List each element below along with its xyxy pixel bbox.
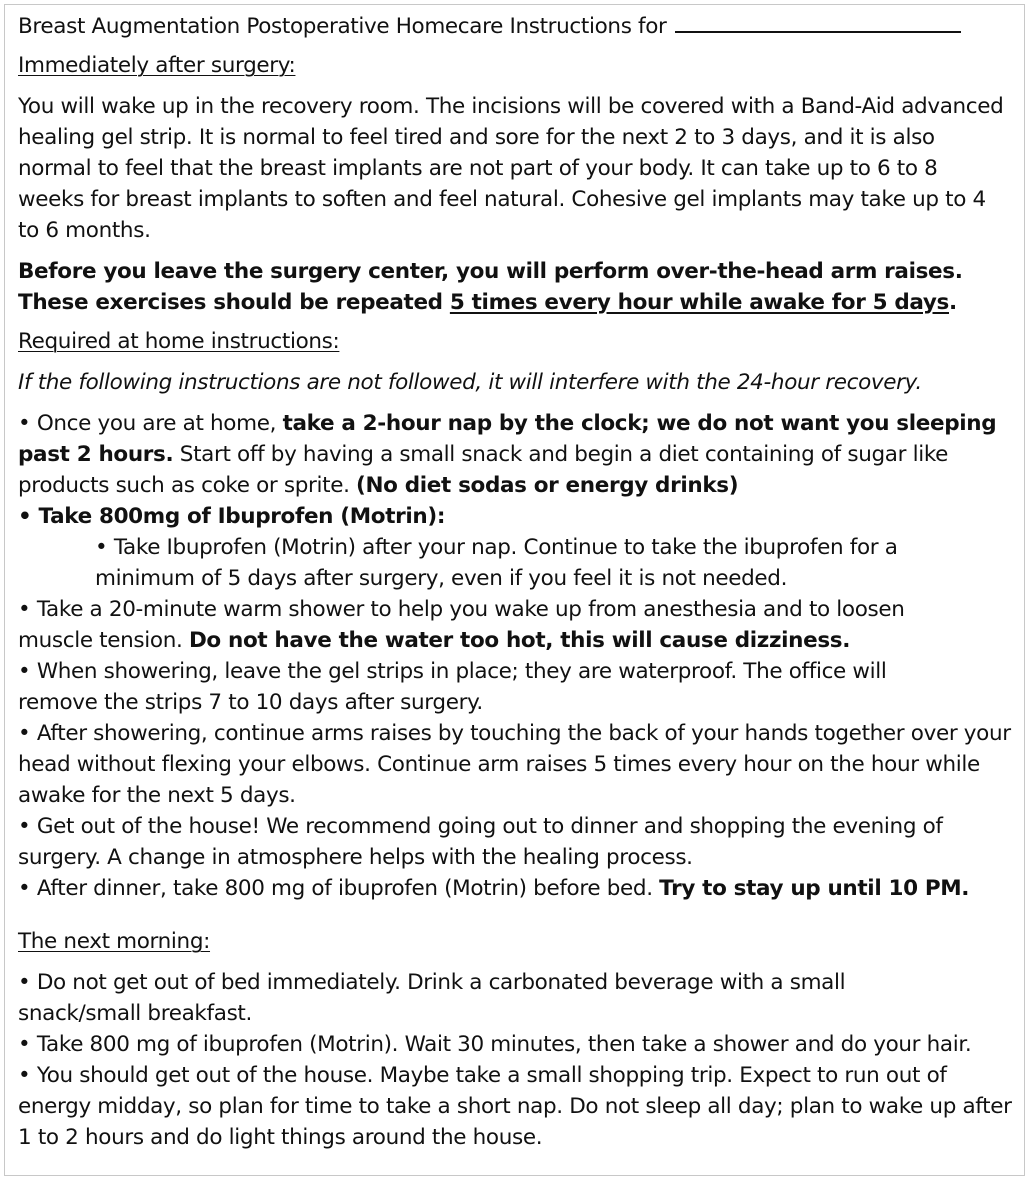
arm-raises-suffix: . <box>949 290 957 315</box>
document-page <box>4 4 1025 1176</box>
arm-raises-emphasis: 5 times every hour while awake for 5 days <box>449 290 949 315</box>
morning-item-bed: • Do not get out of bed immediately. Drink a carbonated beverage with a small snack/small breakfast. <box>18 970 846 1026</box>
name-blank-line <box>675 11 961 33</box>
home-item-nap <box>18 408 1008 501</box>
section-heading-home: Required at home instructions: <box>18 329 340 354</box>
home-item-gel-strips: • When showering, leave the gel strips in place; they are waterproof. The office will remove the strips 7 to 10 days after surgery. <box>18 659 887 715</box>
home-item-nap-snack: Start off by having a small snack and begin a diet containing of sugar like products such as coke or sprite. <box>18 442 949 498</box>
morning-item-shopping: • You should get out of the house. Maybe take a small shopping trip. Expect to run out of energy midday, so plan for time to take a short nap. Do not sleep all day; plan to wake up after 1 to 2 hours and do light things around the house. <box>18 1063 1012 1150</box>
home-item-ibuprofen <box>18 501 1018 532</box>
home-item-arm-raises: • After showering, continue arms raises by touching the back of your hands together over your head without flexing your elbows. Continue arm raises 5 times every hour on the hour while awake for the next 5 days. <box>18 721 1011 808</box>
home-item-ibuprofen-sub: • Take Ibuprofen (Motrin) after your nap. Continue to take the ibuprofen for a minimum of 5 days after surgery, even if you feel it is not needed. <box>95 535 898 591</box>
home-item-ibuprofen-bold: • Take 800mg of Ibuprofen (Motrin): <box>18 504 446 529</box>
arm-raises-line1: Before you leave the surgery center, you will perform over-the-head arm raises. <box>18 259 963 284</box>
home-item-after-dinner-bold: Try to stay up until 10 PM. <box>659 876 970 901</box>
arm-raises-prefix: These exercises should be repeated <box>18 290 450 315</box>
section-heading-immediately: Immediately after surgery: <box>18 53 296 78</box>
document-body <box>18 11 1018 1153</box>
title-text: Breast Augmentation Postoperative Homecare Instructions for <box>18 14 667 39</box>
home-item-shower-bold: Do not have the water too hot, this will cause dizziness. <box>188 628 851 653</box>
home-item-get-out: • Get out of the house! We recommend going out to dinner and shopping the evening of surgery. A change in atmosphere helps with the healing process. <box>18 814 943 870</box>
home-item-nap-bold: take a 2-hour nap by the clock; we do not want you sleeping past 2 hours. <box>18 411 997 467</box>
document-title <box>18 11 1018 42</box>
arm-raises-line2 <box>18 290 957 315</box>
morning-item-ibuprofen: • Take 800 mg of ibuprofen (Motrin). Wait 30 minutes, then take a shower and do your hair. <box>18 1032 972 1057</box>
home-italic-note: If the following instructions are not followed, it will interfere with the 24-hour recovery. <box>18 370 922 395</box>
home-item-shower-text: • Take a 20-minute warm shower to help you wake up from anesthesia and to loosen muscle tension. <box>18 597 905 653</box>
home-item-after-dinner-text: • After dinner, take 800 mg of ibuprofen (Motrin) before bed. <box>18 876 660 901</box>
immediately-paragraph: You will wake up in the recovery room. The incisions will be covered with a Band-Aid advanced healing gel strip. It is normal to feel tired and sore for the next 2 to 3 days, and it is also normal to feel that the breast implants are not part of your body. It can take up to 6 to 8 weeks for breast implants to soften and feel natural. Cohesive gel implants may take up to 4 to 6 months. <box>18 94 1004 243</box>
home-item-nap-text: • Once you are at home, <box>18 411 283 436</box>
section-heading-morning: The next morning: <box>18 929 211 954</box>
home-item-after-dinner <box>18 873 1018 904</box>
arm-raises-notice <box>18 256 1018 318</box>
home-item-shower <box>18 594 973 656</box>
home-item-nap-no-soda: (No diet sodas or energy drinks) <box>356 473 739 498</box>
